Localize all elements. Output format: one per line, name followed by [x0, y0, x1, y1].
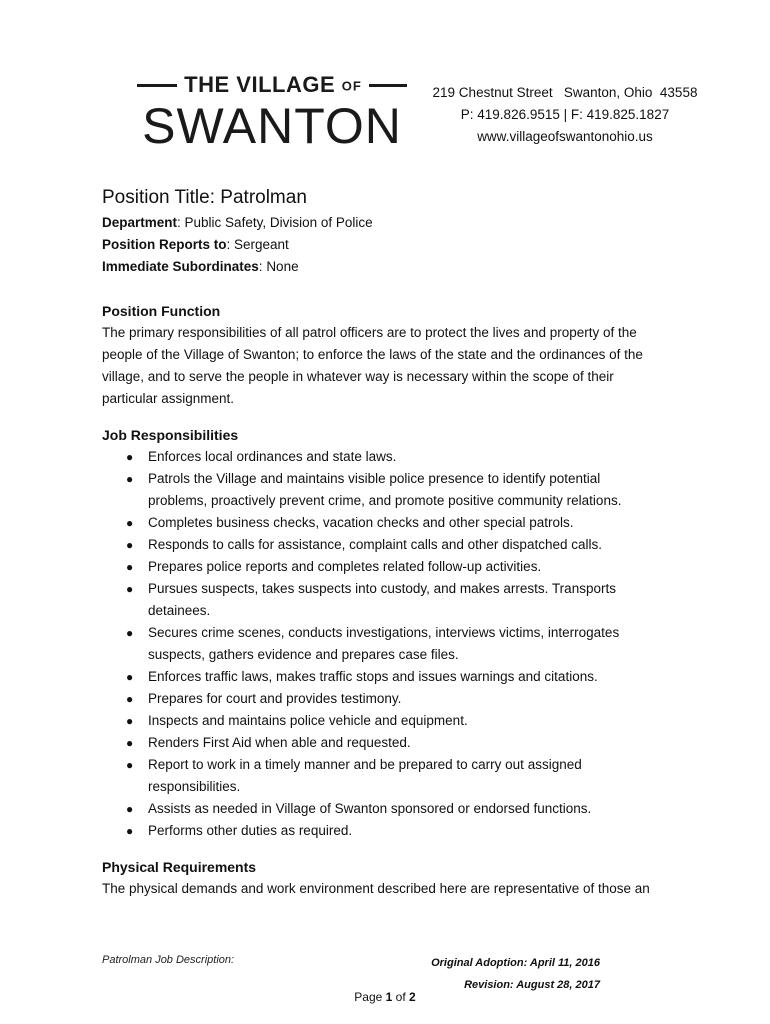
page-number [0, 990, 770, 1004]
list-item: ● Completes business checks, vacation checks and other special patrols. [126, 512, 662, 534]
bullet-icon: ● [126, 538, 134, 552]
list-item: ● Pursues suspects, takes suspects into custody, and makes arrests. Transports detainees. [126, 578, 662, 622]
position-title: Position Title: Patrolman [102, 187, 307, 208]
list-item: ● Enforces traffic laws, makes traffic stops and issues warnings and citations. [126, 666, 662, 688]
address-street: 219 Chestnut Street Swanton, Ohio 43558 [432, 85, 698, 100]
physical-heading: Physical Requirements [102, 859, 257, 875]
list-item: ● Performs other duties as required. [126, 820, 662, 842]
bullet-icon: ● [126, 582, 134, 596]
bullet-icon: ● [126, 824, 134, 838]
bullet-icon: ● [126, 450, 134, 464]
bullet-icon: ● [126, 626, 134, 640]
list-item: ● Prepares for court and provides testimony. [126, 688, 662, 710]
bullet-icon: ● [126, 802, 134, 816]
logo-of: OF [341, 78, 362, 94]
department-label: Department [102, 215, 178, 230]
page-total: 2 [409, 990, 416, 1004]
bullet-icon: ● [126, 516, 134, 530]
department-line: Department: Public Safety, Division of Police [102, 215, 373, 230]
address-web[interactable]: www.villageofswantonohio.us [477, 129, 653, 144]
logo-small-text [181, 72, 365, 98]
page-current: 1 [385, 990, 393, 1004]
bullet-icon: ● [126, 692, 134, 706]
bullet-icon: ● [126, 560, 134, 574]
bullet-icon: ● [126, 472, 134, 486]
page-of: of [392, 990, 410, 1004]
footer-doc-label: Patrolman Job Description: [102, 954, 235, 966]
reports-label: Position Reports to [102, 237, 227, 252]
footer-revision: Revision: August 28, 2017 [464, 979, 600, 991]
position-title-value: Patrolman [220, 187, 307, 208]
address-block [420, 82, 710, 148]
position-title-label: Position Title [102, 187, 210, 208]
reports-value: Sergeant [234, 237, 289, 252]
bullet-icon: ● [126, 714, 134, 728]
logo-line1: THE VILLAGE [184, 72, 336, 97]
list-item: ● Assists as needed in Village of Swanton sponsored or endorsed functions. [126, 798, 662, 820]
subordinates-label: Immediate Subordinates [102, 259, 259, 274]
list-item: ● Prepares police reports and completes related follow-up activities. [126, 556, 662, 578]
logo-top-row [137, 70, 407, 100]
function-text: The primary responsibilities of all patrol officers are to protect the lives and property of the people of the Village of Swanton; to enforce the laws of the state and the ordinances of the village, and to serve the people in whatever way is necessary within the scope of their particular assignment. [102, 325, 643, 406]
responsibilities-list [102, 446, 662, 842]
list-item: ● Responds to calls for assistance, complaint calls and other dispatched calls. [126, 534, 662, 556]
department-value: Public Safety, Division of Police [184, 215, 373, 230]
subordinates-value: None [266, 259, 299, 274]
bullet-icon: ● [126, 758, 134, 772]
bullet-icon: ● [126, 670, 134, 684]
list-item: ● Enforces local ordinances and state laws. [126, 446, 662, 468]
list-item: ● Patrols the Village and maintains visible police presence to identify potential problems, proactively prevent crime, and promote positive community relations. [126, 468, 662, 512]
list-item: ● Report to work in a timely manner and be prepared to carry out assigned responsibilities. [126, 754, 662, 798]
physical-text: The physical demands and work environment described here are representative of those an [102, 881, 650, 896]
logo-swanton: SWANTON [142, 98, 402, 154]
address-phone: P: 419.826.9515 | F: 419.825.1827 [460, 107, 670, 122]
document-body [102, 184, 662, 900]
logo-rule-left [137, 84, 177, 87]
function-heading: Position Function [102, 303, 221, 319]
page-prefix: Page [354, 990, 386, 1004]
reports-line: Position Reports to: Sergeant [102, 237, 289, 252]
list-item: ● Secures crime scenes, conducts investigations, interviews victims, interrogates suspects, gathers evidence and prepares case files. [126, 622, 662, 666]
village-logo [137, 70, 407, 152]
bullet-icon: ● [126, 736, 134, 750]
subordinates-line: Immediate Subordinates: None [102, 259, 299, 274]
footer-adoption: Original Adoption: April 11, 2016 [431, 957, 600, 969]
logo-rule-right [369, 84, 407, 87]
list-item: ● Renders First Aid when able and requested. [126, 732, 662, 754]
responsibilities-heading: Job Responsibilities [102, 427, 239, 443]
list-item: ● Inspects and maintains police vehicle and equipment. [126, 710, 662, 732]
